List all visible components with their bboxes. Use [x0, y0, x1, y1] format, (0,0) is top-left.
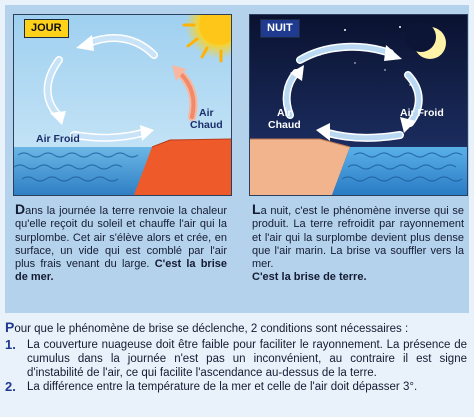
conditions-section [5, 320, 467, 394]
night-caption-dropcap: L [252, 201, 261, 217]
night-caption-body: a nuit, c'est le phénomène inverse qui se produit. La terre refroidit par rayonnement et l'air qui la surplombe devient plus dense que l'air marin. La brise va souffler vers la mer. [252, 205, 464, 271]
night-diagram [249, 14, 468, 196]
day-cold-air-label: Air Froid [36, 133, 80, 145]
night-sea [332, 147, 467, 195]
conditions-intro [5, 320, 467, 336]
condition-number: 1. [5, 337, 16, 352]
day-caption-dropcap: D [15, 201, 26, 217]
night-tag: NUIT [260, 19, 300, 38]
condition-text: La différence entre la température de la mer et celle de l'air doit dépasser 3°. [27, 381, 418, 393]
condition-item [5, 338, 467, 380]
day-diagram [13, 14, 232, 196]
day-hot-air-label: Air Chaud [190, 107, 223, 131]
night-caption [252, 203, 464, 285]
night-land [250, 139, 350, 195]
day-illustration [14, 15, 231, 195]
day-caption-conclusion: C'est la brise de mer. [15, 258, 228, 284]
day-caption-body: ans la journée la terre renvoie la chaleur qu'elle reçoit du soleil et chauffe l'air qui la surplombe. Cet air s'élève alors et crée, en surface, un vide qui est comblé par l'air plus frais venant du large. [15, 205, 227, 271]
night-illustration [250, 15, 467, 195]
night-cold-air-label: Air Froid [400, 107, 444, 119]
day-caption [15, 203, 227, 285]
condition-text: La couverture nuageuse doit être faible pour faciliter le rayonnement. La présence de cumulus dans la journée n'est pas un inconvénient, au contraire il est signe d'instabilité de l'air, ce qui facilite l'ascendance au-dessus de la terre. [27, 339, 467, 379]
condition-number: 2. [5, 379, 16, 394]
conditions-intro-dropcap: P [5, 319, 15, 335]
day-tag: JOUR [24, 19, 69, 38]
night-hot-air-label: Air Chaud [268, 107, 301, 131]
night-caption-conclusion: C'est la brise de terre. [252, 271, 367, 284]
condition-item [5, 380, 467, 394]
conditions-intro-text: our que le phénomène de brise se déclenche, 2 conditions sont nécessaires : [14, 323, 409, 335]
